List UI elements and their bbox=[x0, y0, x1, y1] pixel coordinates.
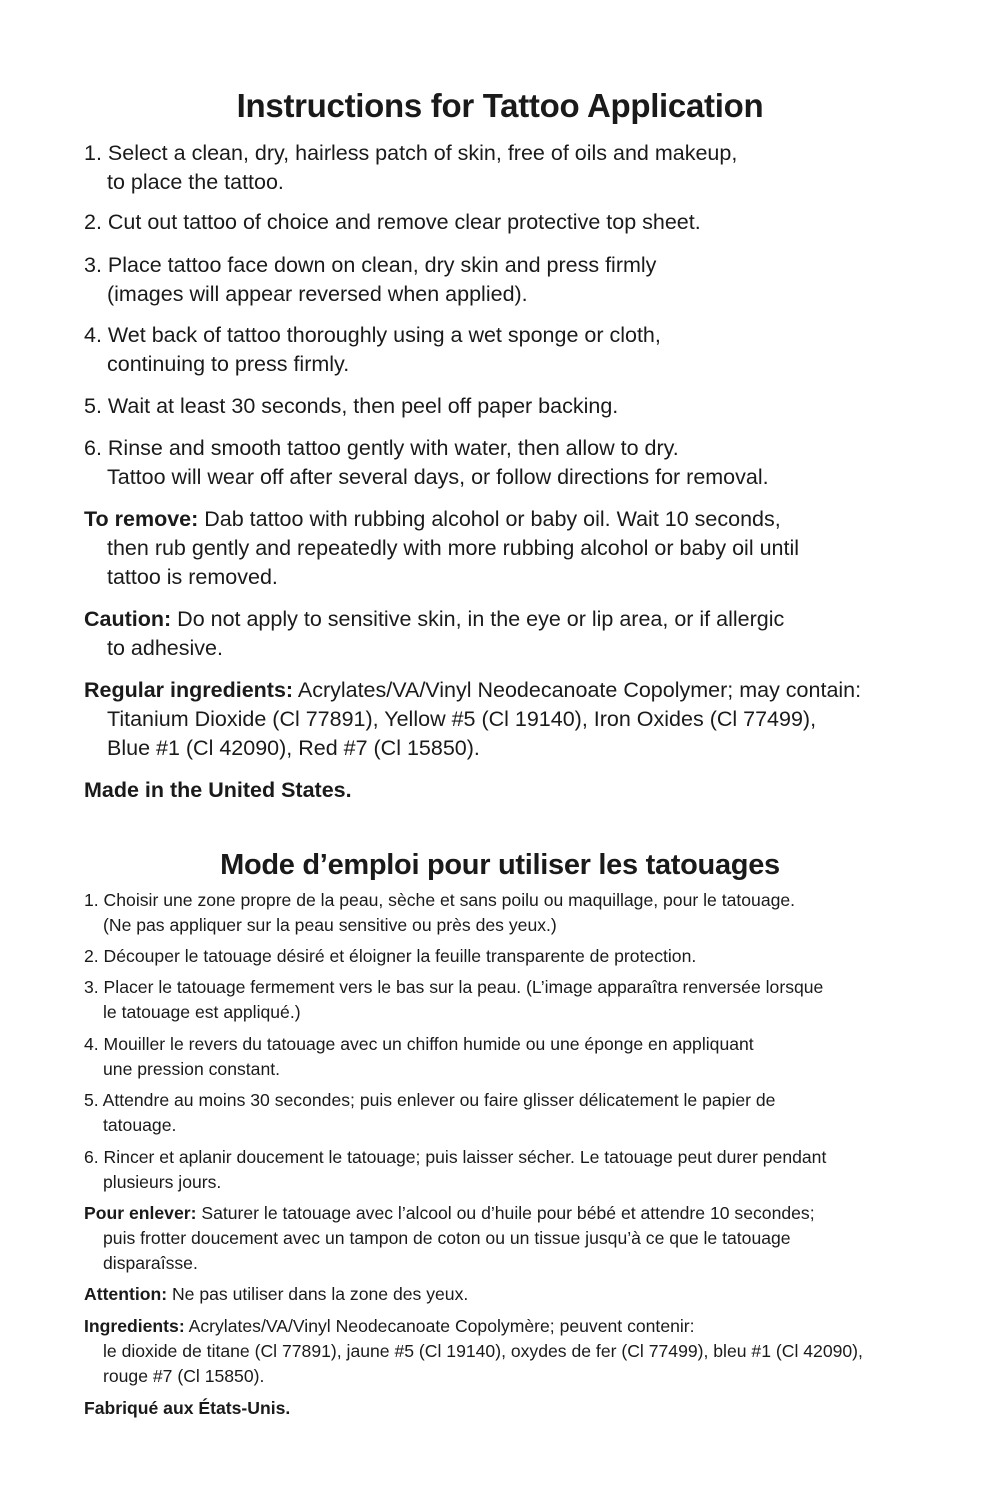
english-title: Instructions for Tattoo Application bbox=[236, 87, 764, 124]
en-step-1-line-2: to place the tattoo. bbox=[107, 170, 284, 194]
french-title: Mode d’emploi pour utiliser les tatouages bbox=[220, 849, 780, 881]
fr-ingredients-line-1 bbox=[84, 1314, 695, 1339]
en-remove-line-3: tattoo is removed. bbox=[107, 565, 278, 589]
en-ingredients-line-3: Blue #1 (Cl 42090), Red #7 (Cl 15850). bbox=[107, 736, 480, 760]
fr-origin-text: Fabriqué aux États-Unis. bbox=[84, 1398, 291, 1418]
en-ingredients-label: Regular ingredients: bbox=[84, 678, 294, 702]
fr-step-5-line-1: 5. Attendre au moins 30 secondes; puis enlever ou faire glisser délicatement le papier de bbox=[84, 1090, 776, 1110]
en-step-5-line-1: 5. Wait at least 30 seconds, then peel off paper backing. bbox=[84, 394, 619, 418]
fr-step-4-line-1: 4. Mouiller le revers du tatouage avec un chiffon humide ou une éponge en appliquant bbox=[84, 1034, 754, 1054]
fr-ingredients-line-3: rouge #7 (Cl 15850). bbox=[103, 1366, 265, 1386]
fr-step-2-line-1: 2. Découper le tatouage désiré et éloigner la feuille transparente de protection. bbox=[84, 946, 697, 966]
en-step-4-line-2: continuing to press firmly. bbox=[107, 352, 350, 376]
en-step-6-line-2: Tattoo will wear off after several days, or follow directions for removal. bbox=[107, 465, 769, 489]
fr-origin bbox=[84, 1396, 290, 1421]
fr-step-6-line-1: 6. Rincer et aplanir doucement le tatouage; puis laisser sécher. Le tatouage peut durer pendant bbox=[84, 1147, 827, 1167]
fr-step-3-line-2: le tatouage est appliqué.) bbox=[103, 1002, 301, 1022]
fr-attention-label: Attention: bbox=[84, 1284, 168, 1304]
en-step-1-line-1: 1. Select a clean, dry, hairless patch of skin, free of oils and makeup, bbox=[84, 141, 738, 165]
en-ingredients-line-1 bbox=[84, 676, 861, 705]
fr-step-5-line-2: tatouage. bbox=[103, 1115, 177, 1135]
en-ingredients-line-2: Titanium Dioxide (Cl 77891), Yellow #5 (Cl 19140), Iron Oxides (Cl 77499), bbox=[107, 707, 817, 731]
en-caution-line-1 bbox=[84, 605, 784, 634]
fr-attention-line-1 bbox=[84, 1282, 468, 1307]
en-step-3-line-1: 3. Place tattoo face down on clean, dry skin and press firmly bbox=[84, 253, 657, 277]
en-ingredients-text: Acrylates/VA/Vinyl Neodecanoate Copolymer; may contain: bbox=[293, 678, 862, 702]
en-step-3-line-2: (images will appear reversed when applied). bbox=[107, 282, 528, 306]
fr-ingredients-text: Acrylates/VA/Vinyl Neodecanoate Copolymère; peuvent contenir: bbox=[184, 1316, 695, 1336]
fr-step-6-line-2: plusieurs jours. bbox=[103, 1172, 222, 1192]
fr-step-1-line-1: 1. Choisir une zone propre de la peau, sèche et sans poilu ou maquillage, pour le tatouage. bbox=[84, 890, 796, 910]
fr-remove-line-2: puis frotter doucement avec un tampon de coton ou un tissue jusqu’à ce que le tatouage bbox=[103, 1228, 791, 1248]
fr-ingredients-label: Ingredients: bbox=[84, 1316, 185, 1336]
en-caution-label: Caution: bbox=[84, 607, 172, 631]
en-caution-text: Do not apply to sensitive skin, in the eye or lip area, or if allergic bbox=[171, 607, 785, 631]
fr-remove-line-3: disparaîsse. bbox=[103, 1253, 198, 1273]
en-origin-text: Made in the United States. bbox=[84, 778, 352, 802]
en-origin bbox=[84, 776, 352, 805]
fr-step-4-line-2: une pression constant. bbox=[103, 1059, 281, 1079]
fr-remove-text: Saturer le tatouage avec l’alcool ou d’huile pour bébé et attendre 10 secondes; bbox=[196, 1203, 815, 1223]
en-remove-label: To remove: bbox=[84, 507, 199, 531]
en-remove-text: Dab tattoo with rubbing alcohol or baby oil. Wait 10 seconds, bbox=[198, 507, 781, 531]
en-step-4-line-1: 4. Wet back of tattoo thoroughly using a wet sponge or cloth, bbox=[84, 323, 661, 347]
fr-remove-line-1 bbox=[84, 1201, 815, 1226]
fr-attention-text: Ne pas utiliser dans la zone des yeux. bbox=[167, 1284, 469, 1304]
fr-step-1-line-2: (Ne pas appliquer sur la peau sensitive ou près des yeux.) bbox=[103, 915, 557, 935]
fr-step-3-line-1: 3. Placer le tatouage fermement vers le bas sur la peau. (L’image apparaîtra renversée lorsque bbox=[84, 977, 824, 997]
en-caution-line-2: to adhesive. bbox=[107, 636, 223, 660]
en-step-6-line-1: 6. Rinse and smooth tattoo gently with water, then allow to dry. bbox=[84, 436, 679, 460]
en-remove-line-1 bbox=[84, 505, 781, 534]
fr-remove-label: Pour enlever: bbox=[84, 1203, 197, 1223]
fr-ingredients-line-2: le dioxide de titane (Cl 77891), jaune #5 (Cl 19140), oxydes de fer (Cl 77499), bleu #1 (Cl 42090), bbox=[103, 1341, 863, 1361]
en-step-2-line-1: 2. Cut out tattoo of choice and remove clear protective top sheet. bbox=[84, 210, 701, 234]
en-remove-line-2: then rub gently and repeatedly with more rubbing alcohol or baby oil until bbox=[107, 536, 800, 560]
